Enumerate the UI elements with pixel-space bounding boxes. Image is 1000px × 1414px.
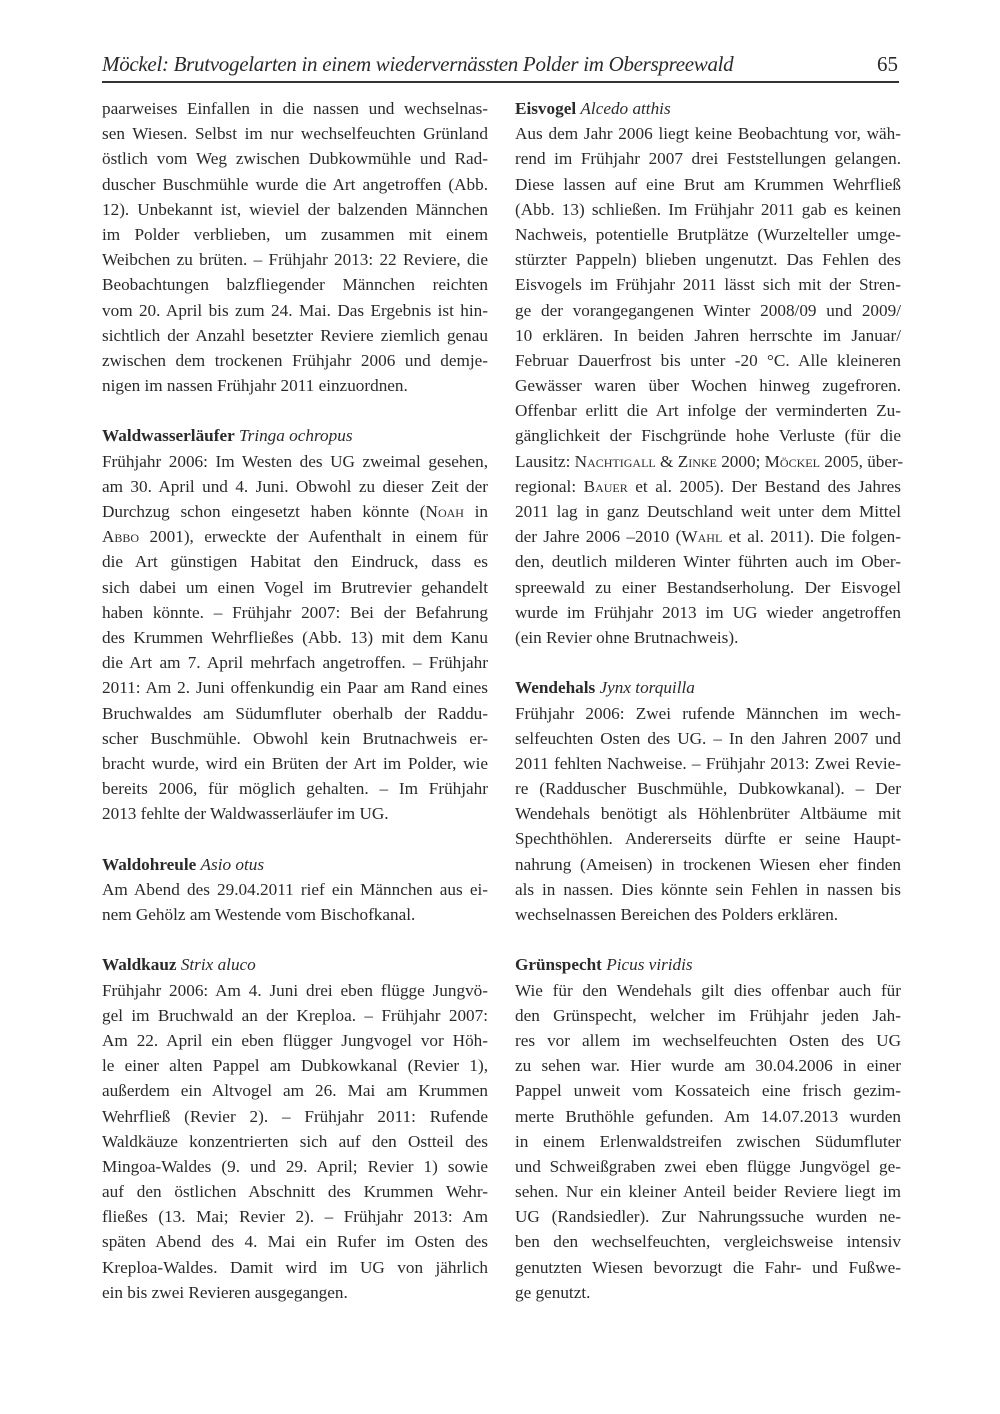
species-scientific-name: Picus viridis [606,955,693,975]
text-line: Frühjahr 2006: Im Westen des UG zweimal gesehen, [102,451,488,471]
text-line: sehen. Nur ein kleiner Anteil beider Reviere liegt im [515,1182,901,1202]
text-line: Durchzug schon eingesetzt haben könnte (Noah in [102,502,489,521]
text-line: res vor allem im wechselfeuchten Osten des UG [515,1030,901,1050]
text-line: außerdem ein Altvogel am 26. Mai am Krummen [102,1081,488,1101]
author-name: Noah [425,502,464,521]
text-line: genutzten Wiesen bevorzugt die Fahr- und Fußwe- [515,1257,901,1277]
text-line: fließes (13. Mai; Revier 2). – Frühjahr 2013: Am [102,1207,488,1227]
text-line: nahrung (Ameisen) in trockenen Wiesen eher finden [515,854,901,874]
text-line: ge der vorangegangenen Winter 2008/09 und 2009/ [515,300,901,320]
text-line: in einem Erlenwaldstreifen zwischen Südumfluter [515,1131,901,1151]
text-line: 2011: Am 2. Juni offenkundig ein Paar am Rand eines [102,678,488,698]
text-line: wurde im Frühjahr 2013 im UG wieder angetroffen [515,602,901,622]
author-name: Nachtigall [574,451,656,471]
species-heading [102,952,488,977]
text-line: Waldkäuze konzentrierten sich auf den Ostteil des [102,1131,488,1151]
text-line: le einer alten Pappel am Dubkowkanal (Revier 1), [102,1056,488,1076]
text-line: UG (Randsiedler). Zur Nahrungssuche wurden ne- [515,1207,901,1227]
text-line: östlich vom Weg zwischen Dubkowmühle und Rad- [102,149,488,169]
text-line: haben könnte. – Frühjahr 2007: Bei der Befahrung [102,602,488,622]
species-heading [515,96,901,121]
text-line: gel im Bruchwald an der Kreploa. – Frühjahr 2007: [102,1005,488,1025]
text-line: Am Abend des 29.04.2011 rief ein Männchen aus ei- [102,879,488,899]
author-name: Bauer [583,476,628,496]
species-scientific-name: Tringa ochropus [239,426,353,446]
text-line: bracht wurde, wird ein Brüten der Art im Polder, wie [102,753,488,773]
text-line: und Schweißgraben zwei eben flügge Jungvögel ge- [515,1156,901,1176]
paragraph-gap [102,826,488,851]
text-line: zwischen dem trockenen Frühjahr 2006 und demje- [102,350,488,370]
text-line: die Art am 7. April mehrfach angetroffen. – Frühjahr [102,653,488,673]
text-line: (Abb. 13) schließen. Im Frühjahr 2011 gab es keinen [515,199,901,219]
text-line: des Krummen Wehrfließes (Abb. 13) mit dem Kanu [102,627,488,647]
text-line: bereits 2006, für möglich gehalten. – Im Frühjahr [102,779,488,799]
text-line: Wehrfließ (Revier 2). – Frühjahr 2011: Rufende [102,1106,488,1126]
text-line: 12). Unbekannt ist, wieviel der balzenden Männchen [102,199,488,219]
text-line: (ein Revier ohne Brutnachweis). [515,627,739,647]
text-line: Diese lassen auf eine Brut am Krummen Wehrfließ [515,174,901,194]
text-line: auf den östlichen Abschnitt des Krummen Wehr- [102,1182,488,1202]
text-line: sen Wiesen. Selbst im nur wechselfeuchten Grünland [102,124,488,144]
text-line: ben den wechselfeuchten, vergleichsweise intensiv [515,1232,901,1252]
text-line: scher Buschmühle. Obwohl kein Brutnachweis er- [102,728,488,748]
text-line: am 30. April und 4. Juni. Obwohl zu dieser Zeit der [102,476,488,496]
species-scientific-name: Asio otus [200,854,265,874]
text-line: zu sehen war. Hier wurde am 30.04.2006 in einer [515,1056,901,1076]
running-title: Möckel: Brutvogelarten in einem wiedervernässten Polder im Oberspreewald [102,52,734,76]
paragraph-gap [515,650,901,675]
text-line: sichtlich der Anzahl besetzter Reviere ziemlich genau [102,325,488,345]
text-line: Kreploa-Waldes. Damit wird im UG von jährlich [102,1257,488,1277]
text-line: Februar Dauerfrost bis unter -20 °C. Alle kleineren [515,350,901,370]
paragraph-gap [515,927,901,952]
text-line: 2011 fehlten Nachweise. – Frühjahr 2013: Zwei Revie- [515,753,901,773]
header-rule [102,81,899,83]
text-line: Frühjahr 2006: Am 4. Juni drei eben flügge Jungvö- [102,980,488,1000]
species-common-name: Waldkauz [102,955,177,975]
text-line: selfeuchten Osten des UG. – In den Jahren 2007 und [515,728,901,748]
species-heading [102,423,488,448]
text-line: der Jahre 2006 –2010 (Wahl et al. 2011). Die folgen- [515,527,902,547]
species-common-name: Eisvogel [515,99,577,118]
text-line: Nachweis, potentielle Brutplätze (Wurzelteller umge- [515,224,901,244]
paragraph-gap [102,927,488,952]
species-heading [515,675,901,700]
text-line: Pappel unweit vom Kossateich eine frisch gezim- [515,1081,901,1101]
text-line: regional: Bauer et al. 2005). Der Bestand des Jahres [515,476,901,496]
author-name: Möckel [764,451,820,471]
text-line: 10 erklären. In beiden Jahren herrschte im Januar/ [515,325,901,345]
text-line: als in nassen. Dies könnte sein Fehlen in nassen bis [515,879,901,899]
running-header [102,52,898,82]
text-line: Frühjahr 2006: Zwei rufende Männchen im wech- [515,703,901,723]
author-name: Zinke [677,451,717,471]
text-line: nigen im nassen Frühjahr 2011 einzuordnen. [102,376,408,396]
text-line: wechselnassen Bereichen des Polders erklären. [515,905,839,924]
species-common-name: Wendehals [515,678,596,698]
paragraph-gap [102,398,488,423]
text-line: Lausitz: Nachtigall & Zinke 2000; Möckel 2005, über- [515,451,904,471]
text-line: Aus dem Jahr 2006 liegt keine Beobachtung vor, wäh- [515,124,901,144]
text-line: Am 22. April ein eben flügger Jungvogel vor Höh- [102,1030,488,1050]
text-line: Weibchen zu brüten. – Frühjahr 2013: 22 Reviere, die [102,250,488,270]
text-line: sich dabei um einen Vogel im Brutrevier gehandelt [102,577,488,597]
text-line: Gewässer waren über Wochen hinweg zugefroren. [515,376,901,396]
text-line: rend im Frühjahr 2007 drei Feststellungen gelangen. [515,149,901,169]
species-scientific-name: Strix aluco [180,955,256,975]
text-line: den, deutlich milderen Winter führten auch im Ober- [515,552,901,572]
text-line: 2013 fehlte der Waldwasserläufer im UG. [102,804,389,824]
species-common-name: Waldwasserläufer [102,426,235,446]
text-line: Beobachtungen balzfliegender Männchen reichten [102,275,488,295]
text-line: Abbo 2001), erweckte der Aufenthalt in einem für [102,527,488,547]
text-line: 2011 lag in ganz Deutschland weit unter dem Mittel [515,502,901,521]
author-name: Abbo [102,527,140,547]
text-line: die Art günstigen Habitat den Eindruck, dass es [102,552,488,572]
text-line: duscher Buschmühle wurde die Art angetroffen (Abb. [102,174,488,194]
text-line: Eisvogels im Frühjahr 2011 lässt sich mit der Stren- [515,275,901,295]
text-line: Offenbar erlitt die Art infolge der verminderten Zu- [515,401,901,421]
text-line: merte Bruthöhle gefunden. Am 14.07.2013 wurden [515,1106,901,1126]
species-common-name: Waldohreule [102,854,197,874]
right-column [515,96,904,1305]
author-name: Wahl [681,527,723,547]
text-line: re (Radduscher Buschmühle, Dubkowkanal). – Der [515,779,901,799]
text-line: spreewald zu einer Bestandserholung. Der Eisvogel [515,577,901,597]
text-line: gänglichkeit der Fischgründe hohe Verluste (für die [515,426,901,446]
left-column [102,96,488,1305]
text-line: Wie für den Wendehals gilt dies offenbar auch für [515,980,901,1000]
text-line: paarweises Einfallen in die nassen und wechselnas- [102,99,488,118]
text-line: ge genutzt. [515,1282,591,1302]
species-scientific-name: Jynx torquilla [599,678,695,698]
text-line: Bruchwaldes am Südumfluter oberhalb der Raddu- [102,703,488,723]
species-common-name: Grünspecht [515,955,602,975]
species-heading [102,852,488,877]
text-line: Spechthöhlen. Andererseits dürfte er seine Haupt- [515,829,901,849]
text-line: vom 20. April bis zum 24. Mai. Das Ergebnis ist hin- [102,300,488,320]
species-heading [515,952,901,977]
text-line: späten Abend des 4. Mai ein Rufer im Osten des [102,1232,488,1252]
page-number: 65 [877,52,898,76]
text-line: Wendehals benötigt als Höhlenbrüter Altbäume mit [515,804,901,824]
text-line: im Polder verblieben, um zusammen mit einem [102,224,488,244]
text-line: nem Gehölz am Westende vom Bischofkanal. [102,905,416,924]
species-scientific-name: Alcedo atthis [580,99,671,118]
text-line: Mingoa-Waldes (9. und 29. April; Revier 1) sowie [102,1156,488,1176]
text-line: stürzter Pappeln) blieben ungenutzt. Das Fehlen des [515,250,901,270]
text-line: den Grünspecht, welcher im Frühjahr jeden Jah- [515,1005,901,1025]
text-line: ein bis zwei Revieren ausgegangen. [102,1282,348,1302]
